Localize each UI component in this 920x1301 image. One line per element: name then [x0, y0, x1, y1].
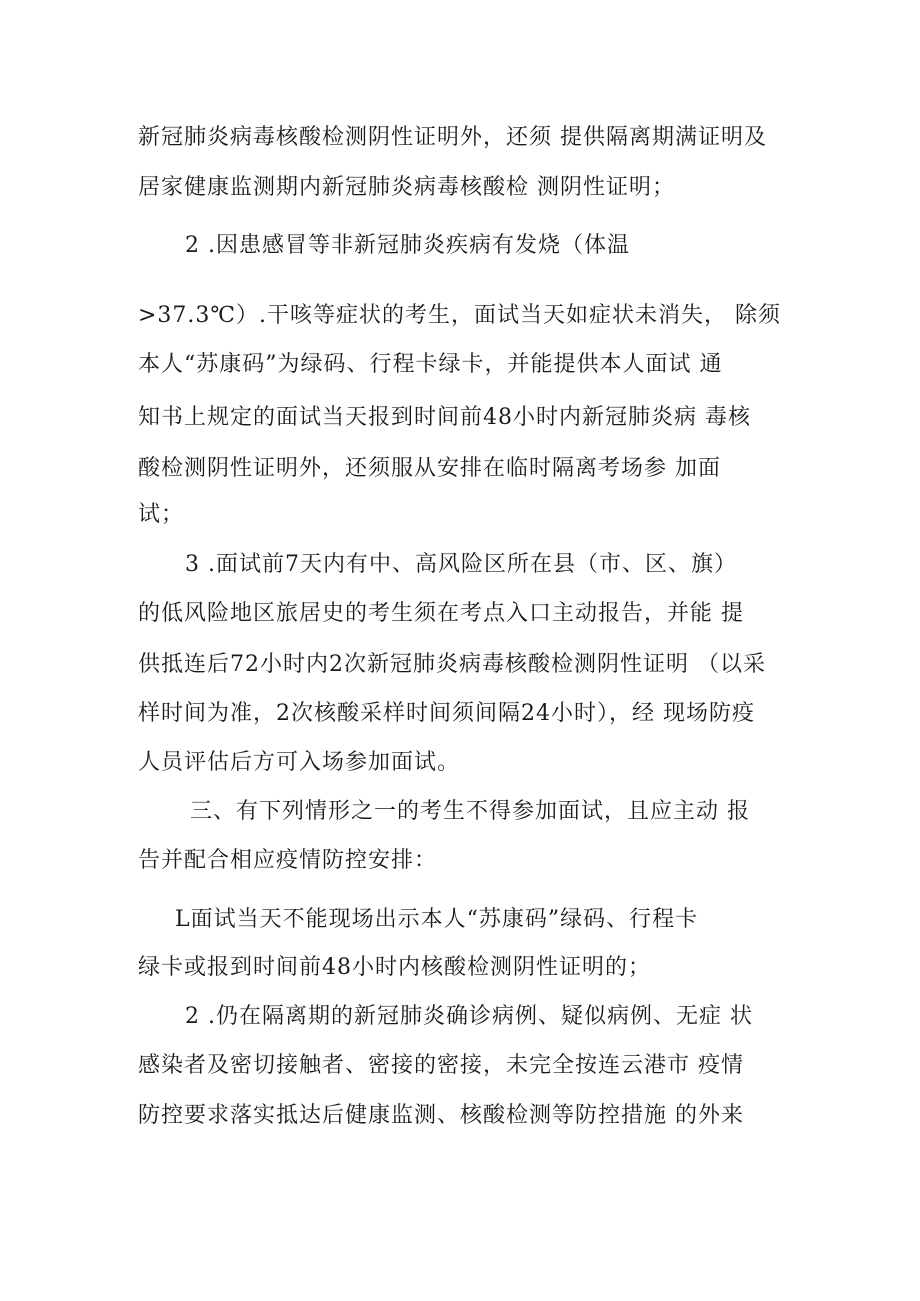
text-line: 三、有下列情形之一的考生不得参加面试，且应主动 报 — [190, 799, 750, 824]
text-line: 样时间为准，2次核酸采样时间须间隔24小时），经 现场防疫 — [138, 701, 755, 726]
text-line: 人员评估后方可入场参加面试。 — [138, 750, 461, 775]
text-line: 2 .因患感冒等非新冠肺炎疾病有发烧（体温 — [185, 233, 630, 258]
text-line: L面试当天不能现场出示本人“苏康码”绿码、行程卡 — [175, 907, 699, 932]
text-line: 酸检测阴性证明外，还须服从安排在临时隔离考场参 加面 — [138, 456, 721, 481]
text-line: 供抵连后72小时内2次新冠肺炎病毒核酸检测阴性证明 （以采 — [138, 652, 766, 677]
text-line: 2 .仍在隔离期的新冠肺炎确诊病例、疑似病例、无症 状 — [185, 1004, 753, 1029]
text-line: 的低风险地区旅居史的考生须在考点入口主动报告，并能 提 — [138, 601, 744, 626]
text-line: 3 .面试前7天内有中、高风险区所在县（市、区、旗） — [185, 552, 737, 577]
text-line: 试； — [138, 502, 185, 527]
text-line: 防控要求落实抵达后健康监测、核酸检测等防控措施 的外来 — [138, 1103, 744, 1128]
text-line: 居家健康监测期内新冠肺炎病毒核酸检 测阴性证明； — [138, 175, 675, 200]
text-line: 告并配合相应疫情防控安排： — [138, 848, 438, 873]
text-line: >37.3℃）.干咳等症状的考生，面试当天如症状未消失， 除须 — [138, 303, 782, 328]
text-line: 本人“苏康码”为绿码、行程卡绿卡，并能提供本人面试 通 — [138, 352, 723, 377]
text-line: 感染者及密切接触者、密接的密接，未完全按连云港市 疫情 — [138, 1053, 744, 1078]
text-line: 新冠肺炎病毒核酸检测阴性证明外，还须 提供隔离期满证明及 — [138, 125, 767, 150]
text-line: 知书上规定的面试当天报到时间前48小时内新冠肺炎病 毒核 — [138, 405, 751, 430]
text-line: 绿卡或报到时间前48小时内核酸检测阴性证明的； — [138, 955, 651, 980]
